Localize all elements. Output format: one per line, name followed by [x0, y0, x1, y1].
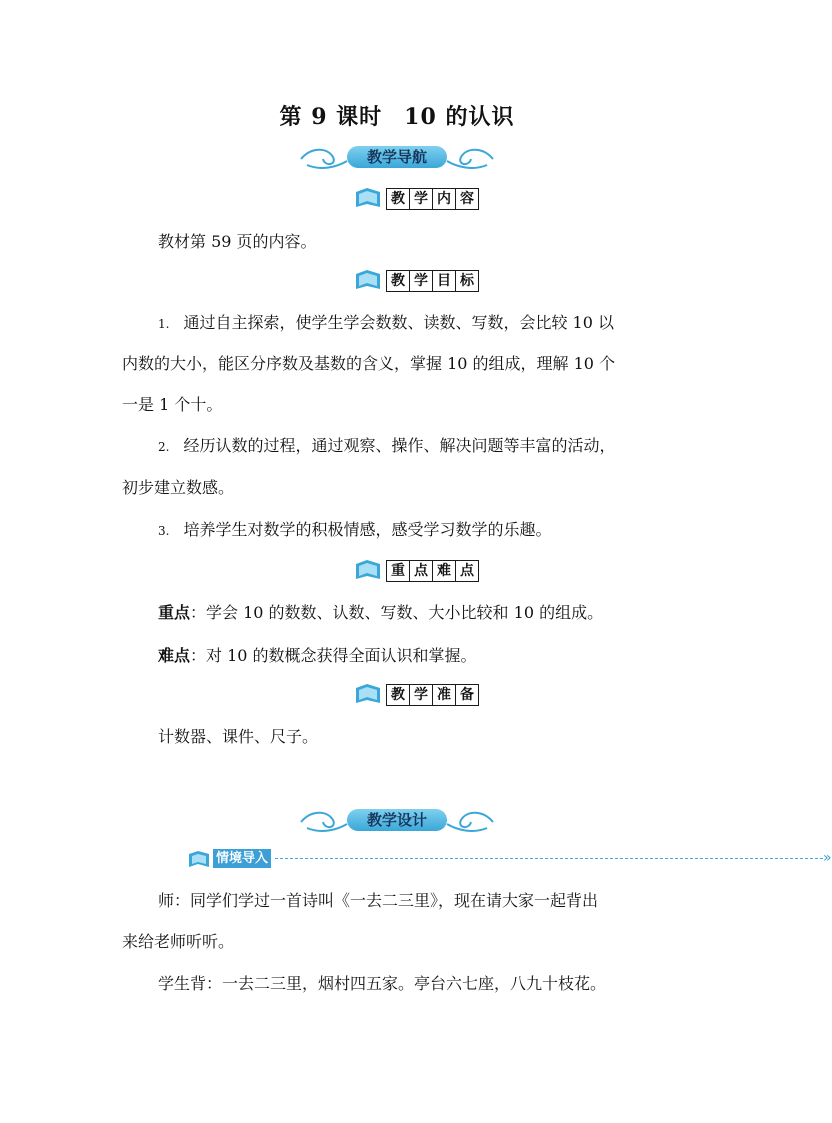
- double-arrow-icon: »: [823, 850, 832, 866]
- heading-char: 难: [432, 560, 456, 582]
- book-icon: [353, 682, 383, 706]
- goal-number: 1.: [158, 317, 170, 331]
- focus-line: 重点：学会 10 的数数、认数、写数、大小比较和 10 的组成。: [158, 603, 604, 622]
- goal-number: 2.: [158, 440, 170, 454]
- goal-number: 3.: [158, 524, 170, 538]
- book-icon: [353, 558, 383, 582]
- book-icon: [353, 186, 383, 210]
- heading-char: 学: [409, 270, 433, 292]
- goal-item-2-line-2: 初步建立数感。: [122, 478, 235, 497]
- book-icon: [187, 849, 211, 869]
- heading-char: 准: [432, 684, 456, 706]
- focus-label: 重点: [158, 603, 191, 622]
- intro-line-2: 来给老师听听。: [122, 932, 235, 951]
- content-text: 教材第 59 页的内容。: [158, 232, 317, 251]
- goal-item-3-line-1: 3. 培养学生对数学的积极情感，感受学习数学的乐趣。: [158, 520, 552, 539]
- banner-teaching-nav: [297, 141, 497, 173]
- heading-char: 重: [386, 560, 410, 582]
- heading-char: 容: [455, 188, 479, 210]
- prep-text: 计数器、课件、尺子。: [158, 727, 319, 746]
- lesson-number: 第 9 课时: [279, 104, 383, 130]
- dashed-divider: [275, 858, 823, 859]
- heading-char: 学: [409, 188, 433, 210]
- heading-char: 备: [455, 684, 479, 706]
- difficulty-line: 难点：对 10 的数概念获得全面认识和掌握。: [158, 646, 477, 665]
- goal-item-1-line-1: 1. 通过自主探索，使学生学会数数、读数、写数，会比较 10 以: [158, 313, 614, 332]
- page-title: [0, 100, 794, 131]
- lesson-topic: 10 的认识: [404, 104, 515, 130]
- intro-line-3: 学生背：一去二三里，烟村四五家。亭台六七座，八九十枝花。: [158, 974, 607, 993]
- heading-char: 内: [432, 188, 456, 210]
- heading-char: 目: [432, 270, 456, 292]
- banner-label: 教学设计: [347, 809, 447, 831]
- difficulty-label: 难点: [158, 646, 191, 665]
- intro-line-1: 师：同学们学过一首诗叫《一去二三里》，现在请大家一起背出: [158, 891, 599, 910]
- heading-char: 教: [386, 684, 410, 706]
- book-icon: [353, 268, 383, 292]
- tag-label: 情境导入: [213, 849, 271, 868]
- heading-char: 标: [455, 270, 479, 292]
- heading-char: 教: [386, 270, 410, 292]
- goal-item-1-line-2: 内数的大小，能区分序数及基数的含义，掌握 10 的组成，理解 10 个: [122, 354, 616, 373]
- goal-item-1-line-3: 一是 1 个十。: [122, 395, 223, 414]
- goal-item-2-line-1: 2. 经历认数的过程，通过观察、操作、解决问题等丰富的活动，: [158, 436, 616, 455]
- heading-char: 点: [409, 560, 433, 582]
- banner-label: 教学导航: [347, 146, 447, 168]
- heading-char: 学: [409, 684, 433, 706]
- heading-char: 点: [455, 560, 479, 582]
- heading-char: 教: [386, 188, 410, 210]
- banner-teaching-design: [297, 804, 497, 836]
